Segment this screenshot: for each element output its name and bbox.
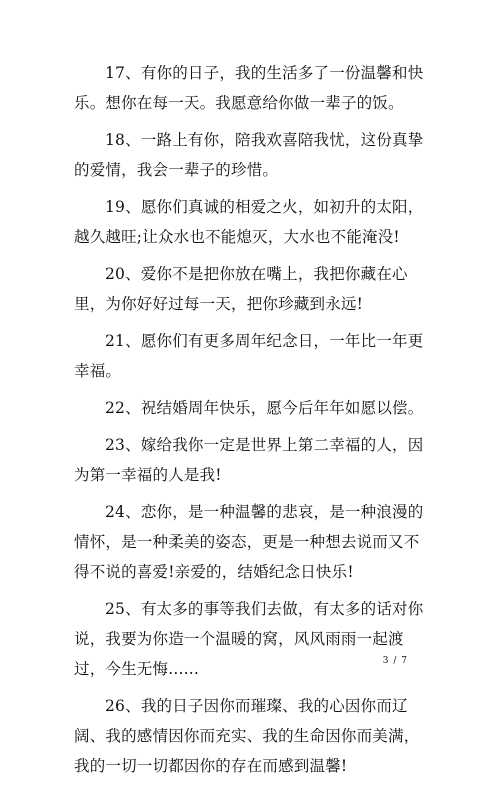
paragraph-18: 18、一路上有你，陪我欢喜陪我忧，这份真挚的爱情，我会一辈子的珍惜。 [74,131,424,179]
paragraph-23: 23、嫁给我你一定是世界上第二幸福的人，因为第一幸福的人是我! [74,436,424,484]
document-body [74,58,434,788]
paragraph-19: 19、愿你们真诚的相爱之火，如初升的太阳，越久越旺;让众水也不能熄灭，大水也不能淹没! [74,198,424,246]
paragraph-24: 24、恋你，是一种温馨的悲哀，是一种浪漫的情怀，是一种柔美的姿态，更是一种想去说而又不得不说的喜爱!亲爱的，结婚纪念日快乐! [74,503,424,581]
paragraph-21: 21、愿你们有更多周年纪念日，一年比一年更幸福。 [74,332,424,380]
paragraph-17: 17、有你的日子，我的生活多了一份温馨和快乐。想你在每一天。我愿意给你做一辈子的饭。 [74,64,424,112]
paragraph-25: 25、有太多的事等我们去做，有太多的话对你说，我要为你造一个温暖的窝，风风雨雨一起渡过，今生无悔...... [74,600,424,678]
paragraph-22: 22、祝结婚周年快乐，愿今后年年如愿以偿。 [105,399,424,417]
paragraph-26: 26、我的日子因你而璀璨、我的心因你而辽阔、我的感情因你而充实、我的生命因你而美满，我的一切一切都因你的存在而感到温馨! [74,697,420,775]
paragraph-20: 20、爱你不是把你放在嘴上，我把你藏在心里，为你好好过每一天，把你珍藏到永远! [74,265,408,313]
page-number: 3 / 7 [382,656,408,666]
